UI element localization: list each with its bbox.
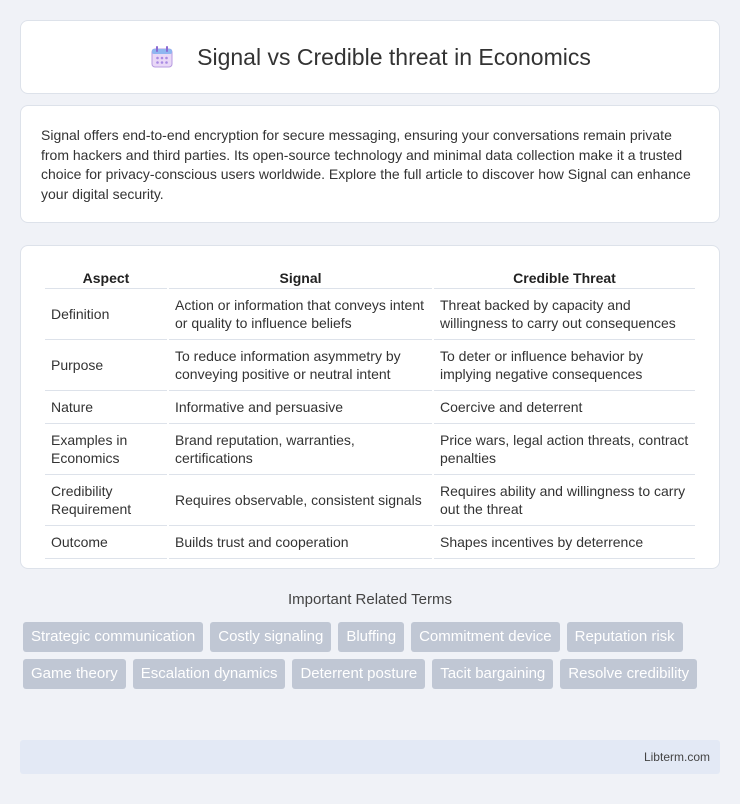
row-aspect: Definition — [45, 289, 167, 340]
row-aspect: Credibility Requirement — [45, 475, 167, 526]
row-signal: Informative and persuasive — [169, 391, 432, 424]
comparison-table-card — [20, 245, 720, 569]
row-aspect: Purpose — [45, 340, 167, 391]
column-header-credible-threat: Credible Threat — [434, 266, 695, 289]
intro-text: Signal offers end-to-end encryption for secure messaging, ensuring your conversations remain private from hackers and third parties. Its open-source technology and minimal data collection make it a trusted choice for privacy-conscious users worldwide. Explore the full article to discover how Signal can enhance your digital security. — [41, 127, 691, 202]
related-term-tag[interactable]: Bluffing — [338, 622, 404, 652]
table-row — [45, 340, 695, 391]
row-credible-threat: Requires ability and willingness to carry out the threat — [434, 475, 695, 526]
related-term-tag[interactable]: Commitment device — [411, 622, 560, 652]
row-signal: Builds trust and cooperation — [169, 526, 432, 559]
table-header-row — [45, 266, 695, 289]
row-credible-threat: Shapes incentives by deterrence — [434, 526, 695, 559]
related-term-tag[interactable]: Strategic communication — [23, 622, 203, 652]
related-term-tag[interactable]: Game theory — [23, 659, 126, 689]
table-row — [45, 289, 695, 340]
row-credible-threat: Price wars, legal action threats, contract penalties — [434, 424, 695, 475]
footer — [20, 740, 720, 774]
row-signal: Brand reputation, warranties, certifications — [169, 424, 432, 475]
related-term-tag[interactable]: Escalation dynamics — [133, 659, 286, 689]
table-row — [45, 424, 695, 475]
row-signal: Action or information that conveys intent or quality to influence beliefs — [169, 289, 432, 340]
title-card — [20, 20, 720, 94]
related-term-tag[interactable]: Deterrent posture — [292, 659, 425, 689]
row-signal: To reduce information asymmetry by conveying positive or neutral intent — [169, 340, 432, 391]
column-header-aspect: Aspect — [45, 266, 167, 289]
related-term-tag[interactable]: Costly signaling — [210, 622, 331, 652]
row-credible-threat: Coercive and deterrent — [434, 391, 695, 424]
calendar-icon — [149, 44, 175, 70]
row-aspect: Nature — [45, 391, 167, 424]
related-terms-list — [23, 622, 723, 689]
page-title: Signal vs Credible threat in Economics — [197, 43, 591, 70]
comparison-table — [43, 266, 697, 559]
related-term-tag[interactable]: Tacit bargaining — [432, 659, 553, 689]
related-term-tag[interactable]: Reputation risk — [567, 622, 683, 652]
footer-brand[interactable]: Libterm.com — [643, 750, 710, 764]
table-row — [45, 526, 695, 559]
row-aspect: Outcome — [45, 526, 167, 559]
row-signal: Requires observable, consistent signals — [169, 475, 432, 526]
row-credible-threat: To deter or influence behavior by implying negative consequences — [434, 340, 695, 391]
related-term-tag[interactable]: Resolve credibility — [560, 659, 697, 689]
related-terms-title: Important Related Terms — [288, 591, 452, 608]
row-credible-threat: Threat backed by capacity and willingness to carry out consequences — [434, 289, 695, 340]
row-aspect: Examples in Economics — [45, 424, 167, 475]
table-row — [45, 475, 695, 526]
column-header-signal: Signal — [169, 266, 432, 289]
table-row — [45, 391, 695, 424]
intro-card — [20, 105, 720, 223]
